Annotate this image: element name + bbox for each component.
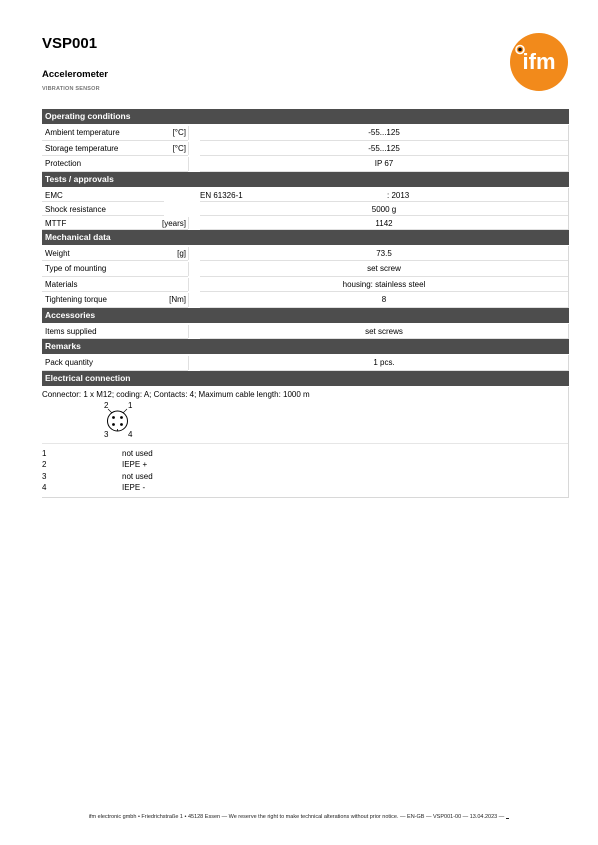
product-code: VSP001 [42,35,98,52]
table-row [42,156,569,172]
product-category: VIBRATION SENSOR [42,86,100,92]
row-unit: [g] [177,248,186,258]
row-value: 73.5 [376,248,392,258]
row-value: 1142 [375,218,393,228]
list-item [42,483,569,495]
row-label: MTTF [45,218,67,228]
pin-function: not used [122,471,153,481]
svg-text:3: 3 [104,429,109,439]
section-operating-conditions: Operating conditions [42,109,569,124]
row-value: -55...125 [368,128,400,137]
table-row [42,216,569,230]
page-footer [0,813,598,820]
row-label: Ambient temperature [45,128,120,137]
pin-function: IEPE - [122,483,146,492]
product-name: Accelerometer [42,69,109,80]
pin-number: 3 [42,471,47,481]
row-label: EMC [45,190,63,200]
row-label: Storage temperature [45,143,119,153]
connector-description: Connector: 1 x M12; coding: A; Contacts: 4; Maximum cable length: 1000 m [42,389,310,399]
row-value: housing: stainless steel [342,279,426,289]
row-label: Protection [45,159,82,168]
row-value: set screw [367,264,401,273]
section-mechanical-data: Mechanical data [42,230,569,245]
row-unit: [°C] [172,128,186,137]
row-label: Pack quantity [45,358,94,367]
table-row [42,261,569,277]
section-tests-approvals: Tests / approvals [42,172,569,187]
emc-standard: EN 61326-1 [200,190,243,200]
section-remarks: Remarks [42,339,569,354]
electrical-connection-box [42,387,569,498]
pin-number: 2 [42,460,47,469]
ifm-logo [510,33,568,91]
data-sheet [42,109,569,498]
row-unit: [°C] [172,143,186,153]
pin-number: 1 [42,448,47,458]
table-row [42,202,569,216]
row-label: Materials [45,279,78,289]
section-accessories: Accessories [42,308,569,323]
row-value: IP 67 [374,159,394,168]
row-label: Items supplied [45,326,97,336]
page-marker-icon [506,813,509,819]
table-row [42,324,569,340]
row-value: -55...125 [368,143,400,153]
row-value: 1 pcs. [373,358,395,367]
list-item [42,472,569,484]
row-label: Tightening torque [45,295,107,304]
table-row [42,141,569,157]
svg-text:1: 1 [128,400,133,410]
table-row [42,277,569,293]
list-item [42,449,569,461]
table-row [42,246,569,262]
row-label: Weight [45,248,70,258]
table-row [42,125,569,141]
row-value: set screws [365,326,403,336]
pin-assignment-list [42,449,569,495]
emc-year: : 2013 [387,190,410,200]
list-item [42,460,569,472]
row-label: Type of mounting [45,264,107,273]
row-label: Shock resistance [45,204,106,214]
footer-text: ifm electronic gmbh • Friedrichstraße 1 • 45128 Essen — We reserve the right to make technical alterations without prior notice. — EN-GB — VSP001-00 — 13.04.2023 — [88,814,505,820]
pin-function: not used [122,448,153,458]
row-value: 5000 g [371,204,397,214]
m12-connector-pinout-icon [100,400,134,440]
row-unit: [Nm] [169,295,186,304]
row-unit: [years] [161,218,186,228]
table-row [42,188,569,202]
row-value: 8 [381,295,387,304]
svg-text:ifm: ifm [522,49,556,74]
table-row [42,355,569,371]
section-electrical-connection: Electrical connection [42,371,569,386]
table-row [42,292,569,308]
pin-number: 4 [42,483,47,492]
svg-text:2: 2 [104,400,109,410]
svg-text:4: 4 [128,429,133,439]
pin-function: IEPE + [122,460,148,469]
